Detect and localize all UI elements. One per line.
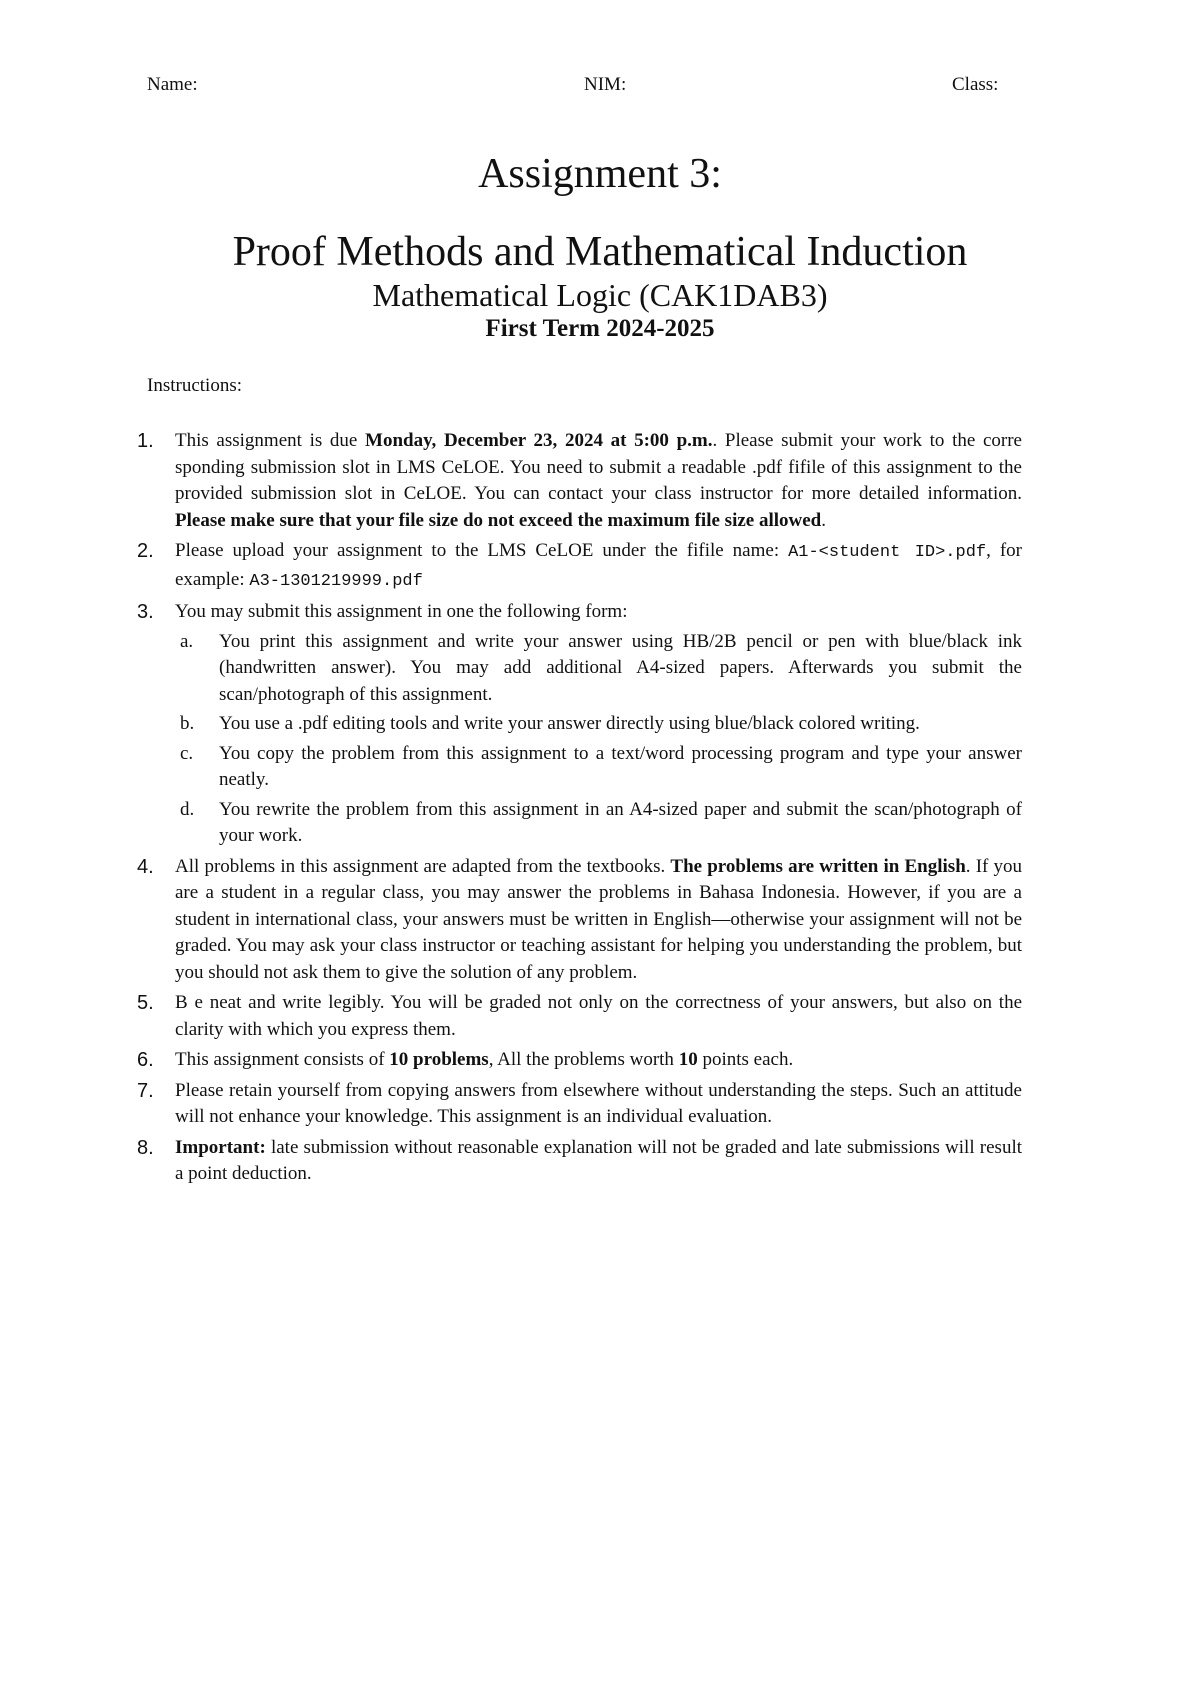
instruction-item-5	[137, 990, 1022, 1043]
instruction-item-2	[137, 538, 1022, 595]
instruction-item-1	[137, 428, 1022, 534]
item-number: 4.	[137, 855, 154, 878]
item-text: You may submit this assignment in one the following form:	[175, 601, 628, 622]
item-text: Please upload your assignment to the LMS CeLOE under the fifile name:	[175, 540, 789, 561]
instruction-item-8	[137, 1135, 1022, 1188]
item-text: This assignment consists of	[175, 1049, 390, 1070]
sub-item-b	[175, 711, 1022, 738]
item-text: . If you are a student in a regular class, you may answer the problems in Bahasa Indonesia. However, if you are a student in international class, your answers must be written in English—otherwise your assignment will not be graded. You may ask your class instructor or teaching assistant for helping you understanding the problem, but you should not ask them to give the solution of any problem.	[175, 855, 1023, 983]
sub-item-c	[175, 741, 1022, 794]
sub-item-letter: c.	[180, 742, 194, 764]
sub-item-text: You use a .pdf editing tools and write your answer directly using blue/black colored writing.	[219, 713, 920, 734]
student-info-header	[147, 74, 1002, 98]
filename-format: A1-<student ID>.pdf	[788, 543, 987, 562]
sub-item-text: You copy the problem from this assignment to a text/word processing program and type your answer neatly.	[219, 742, 1022, 790]
item-text: . Please submit your work to the corre sponding submission slot in LMS CeLOE. You need to submit a readable .pdf fifile of this assignment to the provided submission slot in CeLOE. You can contact your class instructor for more detailed information.	[175, 430, 1022, 504]
item-number: 2.	[137, 540, 154, 562]
item-number: 1.	[137, 430, 154, 452]
assignment-title: Assignment 3:	[478, 151, 722, 197]
item-text: late submission without reasonable explanation will not be graded and late submissions will result a point deduction.	[175, 1136, 1022, 1184]
item-number: 7.	[137, 1079, 154, 1102]
item-text: Please retain yourself from copying answers from elsewhere without understanding the steps. Such an attitude will not enhance your knowledge. This assignment is an individual evaluation.	[175, 1079, 1022, 1127]
class-label: Class:	[952, 74, 999, 95]
item-number: 6.	[137, 1049, 154, 1071]
sub-item-letter: a.	[180, 630, 194, 652]
instructions-label: Instructions:	[147, 375, 242, 396]
important-label: Important:	[175, 1136, 266, 1158]
item-text: All problems in this assignment are adapted from the textbooks.	[175, 855, 671, 877]
item-text: points each.	[697, 1049, 794, 1070]
problem-count: 10 problems	[389, 1049, 489, 1070]
language-note: The problems are written in English	[670, 855, 966, 877]
term-title: First Term 2024-2025	[485, 315, 715, 342]
file-size-warning: Please make sure that your file size do not exceed the maximum file size allowed	[175, 509, 822, 531]
item-text: B e neat and write legibly. You will be graded not only on the correctness of your answers, but also on the clarity with which you express them.	[175, 992, 1022, 1040]
item-text: This assignment is due	[175, 430, 366, 451]
name-label: Name:	[147, 74, 198, 95]
sub-item-d	[175, 797, 1022, 850]
sub-item-text: You print this assignment and write your answer using HB/2B pencil or pen with blue/black ink (handwritten answer). You may add additional A4-sized papers. Afterwards you submit the scan/photograph of this assignment.	[219, 630, 1022, 705]
item-number: 3.	[137, 601, 154, 623]
instructions-list	[137, 428, 1022, 1192]
sub-item-letter: b.	[180, 713, 195, 734]
points-value: 10	[678, 1049, 698, 1070]
sub-item-a	[175, 629, 1022, 709]
sub-item-text: You rewrite the problem from this assignment in an A4-sized paper and submit the scan/photograph of your work.	[219, 798, 1022, 846]
topic-title: Proof Methods and Mathematical Induction	[232, 229, 968, 275]
item-text: .	[821, 509, 826, 531]
course-title: Mathematical Logic (CAK1DAB3)	[372, 277, 828, 313]
item-number: 5.	[137, 992, 154, 1014]
sub-item-letter: d.	[180, 798, 195, 820]
instruction-item-3	[137, 599, 1022, 850]
item-text: , All the problems worth	[488, 1049, 679, 1070]
instruction-item-7	[137, 1078, 1022, 1131]
due-date: Monday, December 23, 2024 at 5:00 p.m.	[365, 430, 713, 451]
instruction-item-6	[137, 1047, 1022, 1074]
instruction-item-4	[137, 854, 1022, 987]
item-number: 8.	[137, 1136, 154, 1159]
filename-example: A3-1301219999.pdf	[249, 571, 423, 591]
item-text: , for example:	[175, 540, 1022, 590]
nim-label: NIM:	[584, 74, 627, 95]
